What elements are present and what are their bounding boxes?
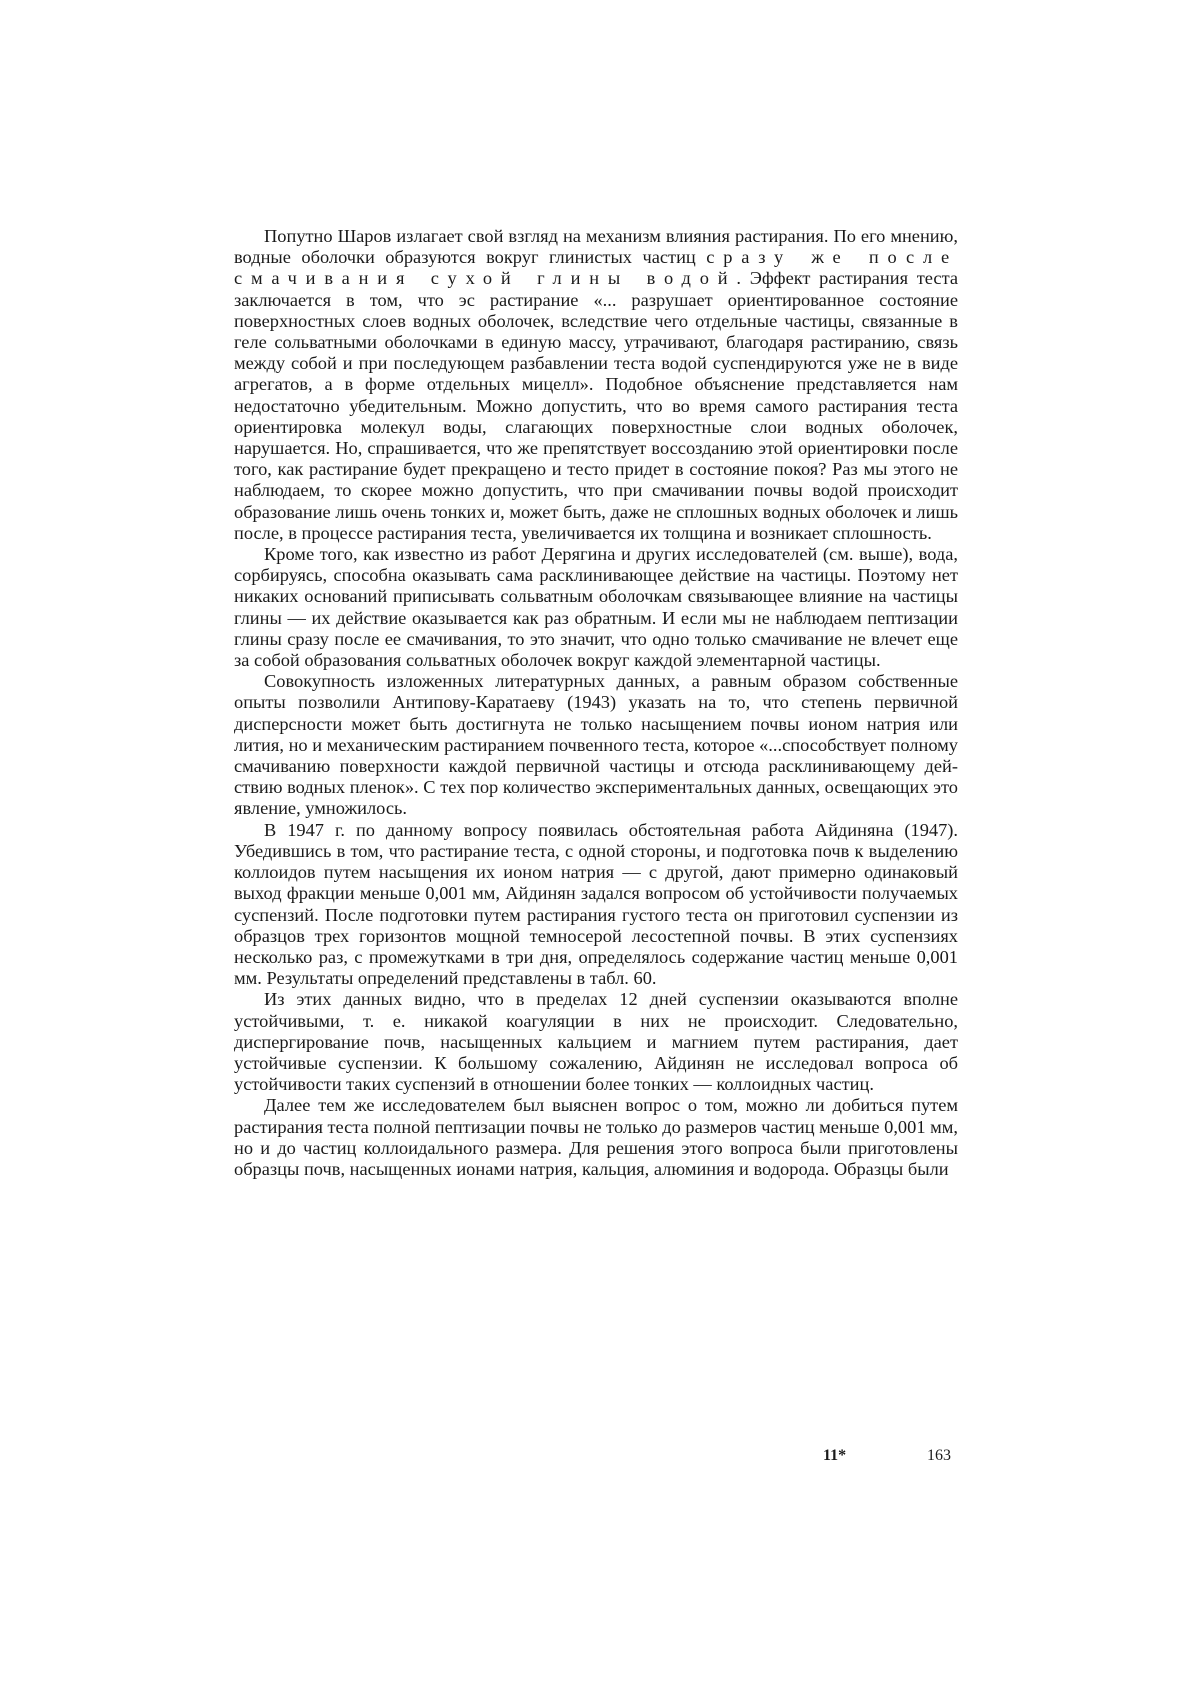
paragraph: Кроме того, как известно из работ Дерягина и других исследователей (см. выше), вода, сорбируясь, способна оказывать сама расклинивающее действие на частицы. Поэтому нет никаких оснований приписывать сольватным оболочкам связывающее влияние на частицы глины — их действие оказывается как раз обратным. И если мы не наблюдаем пептизации глины сразу после ее смачивания, то это значит, что одно только смачивание не влечет еще за собой образования сольватных оболочек вокруг каждой элементарной частицы. <box>234 544 958 671</box>
paragraph: Далее тем же исследователем был выяснен вопрос о том, можно ли добиться путем растирания теста полной пептизации почвы не только до размеров частиц меньше 0,001 мм, но и до частиц коллоидального размера. Для решения этого вопроса были приготовлены образцы почв, насыщенных ионами натрия, кальция, алюминия и водорода. Образцы были <box>234 1095 958 1179</box>
page-number: 163 <box>927 1447 951 1464</box>
paragraph-text: Попутно Шаров излагает свой взгляд на механизм влияния растирания. По его мнению, водные оболочки образуются вокруг глинистых частиц <box>234 226 958 268</box>
signature-mark: 11* <box>823 1447 847 1464</box>
paragraph: Из этих данных видно, что в пределах 12 дней суспензии оказываются вполне устойчивыми, т. е. никакой коагуляции в них не происходит. Следовательно, диспергирование почв, насыщенных кальцием и магнием путем растирания, дает устойчивые суспензии. К большому сожалению, Айдинян не исследовал вопроса об устойчивости таких суспензий в отношении более тонких — коллоидных частиц. <box>234 989 958 1095</box>
paragraph: Совокупность изложенных литературных данных, а равным образом собственные опыты позволили Антипову-Каратаеву (1943) указать на то, что степень первичной дисперсности может быть достигнута не только насыщением почвы ионом натрия или лития, но и механическим растиранием почвенного теста, которое «...способствует полному смачиванию поверхности каждой первичной частицы и отсюда расклинивающему действию водных пленок». С тех пор количество экспериментальных данных, освещающих это явление, умножилось. <box>234 671 958 819</box>
spaced-emphasis: сразу же после смачивания сухой глины водой <box>234 247 958 289</box>
body-text <box>234 226 958 1180</box>
paragraph <box>234 226 958 544</box>
paragraph: В 1947 г. по данному вопросу появилась обстоятельная работа Айдиняна (1947). Убедившись в том, что растирание теста, с одной стороны, и подготовка почв к выделению коллоидов путем насыщения их ионом натрия — с другой, дают примерно одинаковый выход фракции меньше 0,001 мм, Айдинян задался вопросом об устойчивости получаемых суспензий. После подготовки путем растирания густого теста он приготовил суспензии из образцов трех горизонтов мощной темносерой лесостепной почвы. В этих суспензиях несколько раз, с промежутками в три дня, определялось содержание частиц меньше 0,001 мм. Результаты определений представлены в табл. 60. <box>234 819 958 989</box>
paragraph-text: . Эффект растирания теста заключается в том, что эс растирание «... разрушает ориентированное состояние поверхностных слоев водных оболочек, вследствие чего отдельные частицы, связанные в геле сольватными оболочками в единую массу, утрачивают, благодаря растиранию, связь между собой и при последующем разбавлении теста водой суспендируются уже не в виде агрегатов, а в форме отдельных мицелл». Подобное объяснение представляется нам недостаточно убедительным. Можно допустить, что во время самого растирания теста ориентировка молекул воды, слагающих поверхностные слои водных оболочек, нарушается. Но, спрашивается, что же препятствует воссозданию этой ориентировки после того, как растирание будет прекращено и тесто придет в состояние покоя? Раз мы этого не наблюдаем, то скорее можно допустить, что при смачивании почвы водой происходит образование лишь очень тонких и, может быть, даже не сплошных водных оболочек и лишь после, в процессе растирания теста, увеличивается их толщина и возникает сплошность. <box>234 268 958 543</box>
